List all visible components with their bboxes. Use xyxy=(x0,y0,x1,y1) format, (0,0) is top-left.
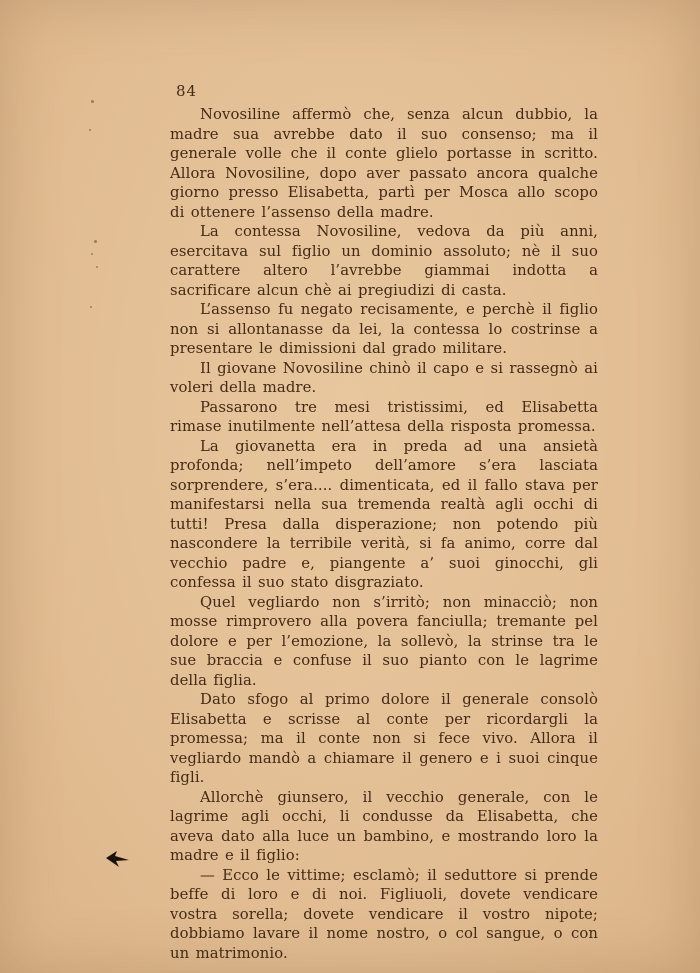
paragraph: — Ecco le vittime; esclamò; il seduttore si prende beffe di loro e di noi. Figliuoli, dovete vendicare vostra sorella; dovete vendicare il vostro nipote; dobbiamo lavare il nome nostro, o col sangue, o con un matrimonio. xyxy=(170,866,598,962)
paragraph: Quel vegliardo non s’irritò; non minacciò; non mosse rimprovero alla povera fanciulla; tremante pel dolore e per l’emozione, la sollevò, la strinse tra le sue braccia e confuse il suo pianto con le lagrime della figlia. xyxy=(170,593,598,689)
scan-speck xyxy=(90,306,92,308)
paragraph: Il giovane Novosiline chinò il capo e si rassegnò ai voleri della madre. xyxy=(170,359,598,396)
paragraph: Passarono tre mesi tristissimi, ed Elisabetta rimase inutilmente nell’attesa della risposta promessa. xyxy=(170,398,598,435)
paragraph: La giovanetta era in preda ad una ansietà profonda; nell’impeto dell’amore s’era lasciata sorprendere, s’era.... dimenticata, ed il fallo stava per manifestarsi nella sua tremenda realtà agli occhi di tutti! Presa dalla disperazione; non potendo più nascondere la terribile verità, si fa animo, corre dal vecchio padre e, piangente a’ suoi ginocchi, gli confessa il suo stato disgraziato. xyxy=(170,437,598,591)
paragraph: La contessa Novosiline, vedova da più anni, esercitava sul figlio un dominio assoluto; nè il suo carattere altero l’avrebbe giammai indotta a sacrificare alcun chè ai pregiudizi di casta. xyxy=(170,223,598,299)
page-number: 84 xyxy=(176,82,198,100)
paragraph: L’assenso fu negato recisamente, e perchè il figlio non si allontanasse da lei, la contessa lo costrinse a presentare le dimissioni dal grado militare. xyxy=(170,301,598,357)
paragraph: Allorchè giunsero, il vecchio generale, con le lagrime agli occhi, li condusse da Elisabetta, che aveva dato alla luce un bambino, e mostrando loro la madre e il figlio: xyxy=(170,788,598,864)
paragraph: Novosiline affermò che, senza alcun dubbio, la madre sua avrebbe dato il suo consenso; ma il generale volle che il conte glielo portasse in scritto. Allora Novosiline, dopo aver passato ancora qualche giorno presso Elisabetta, partì per Mosca allo scopo di ottenere l’assenso della madre. xyxy=(170,106,598,221)
scan-speck xyxy=(91,253,93,255)
printers-ink-mark xyxy=(106,851,130,867)
scan-speck xyxy=(96,266,98,268)
scan-speck xyxy=(94,240,97,243)
text-block xyxy=(170,105,598,963)
paragraph: Dato sfogo al primo dolore il generale consolò Elisabetta e scrisse al conte per ricordargli la promessa; ma il conte non si fece vivo. Allora il vegliardo mandò a chiamare il genero e i suoi cinque figli. xyxy=(170,691,598,786)
scan-speck xyxy=(91,100,94,103)
scan-speck xyxy=(89,129,91,131)
